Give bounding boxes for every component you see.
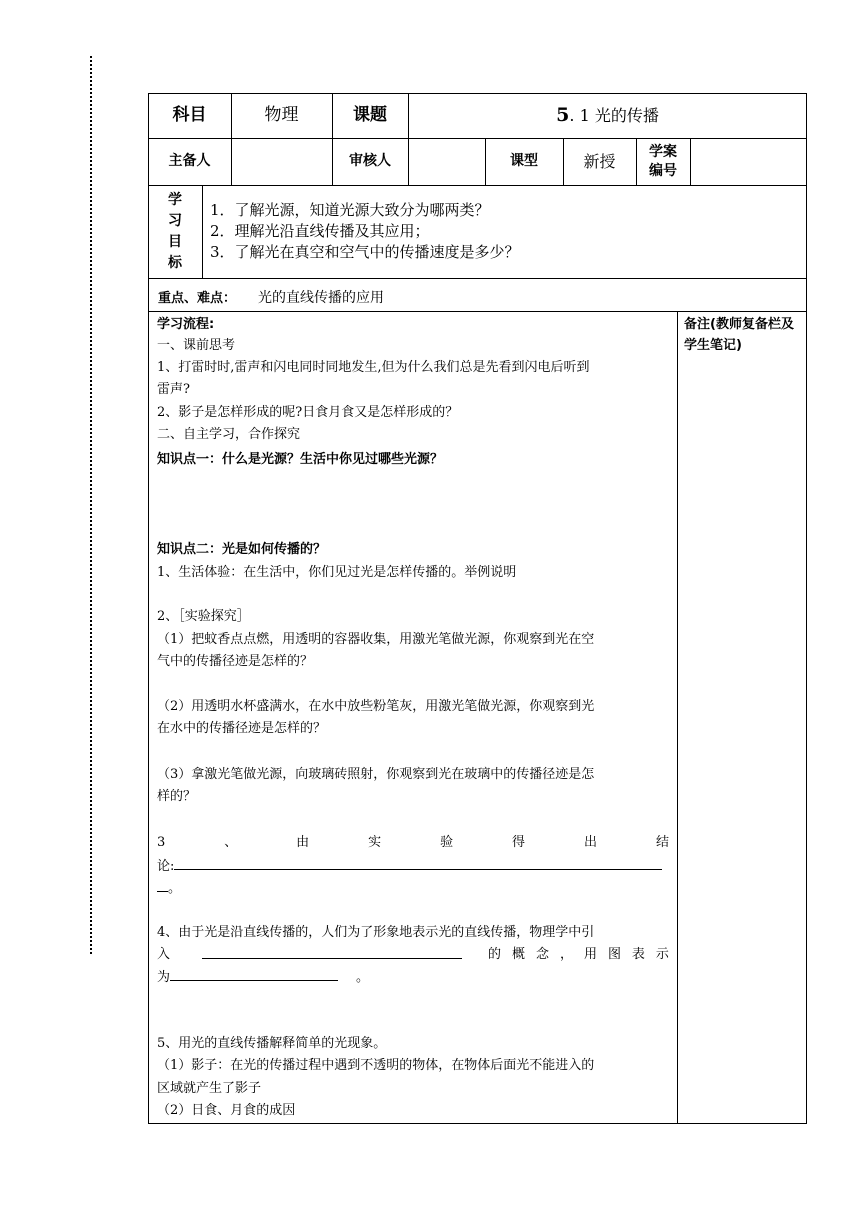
topic-number: 5 [556, 103, 570, 126]
process-title: 学习流程: [157, 317, 215, 332]
topic-title: . 1 光的传播 [569, 105, 659, 125]
reviewer-label: 审核人 [349, 152, 391, 169]
plan-number-label [636, 138, 690, 185]
plan-number-label-line2: 编号 [649, 162, 677, 179]
plan-number-value [690, 138, 807, 185]
plan-number-label-line1: 学案 [649, 143, 677, 160]
topic-value [408, 93, 807, 138]
conclusion-char: 实 [368, 835, 382, 850]
life-experience: 1、生活体验：在生活中，你们见过光是怎样传播的。举例说明 [157, 565, 517, 580]
question-line: 2、影子是怎样形成的呢?日食月食又是怎样形成的？ [157, 405, 459, 420]
question-line: 1、打雷时时,雷声和闪电同时同地发生,但为什么我们总是先看到闪电后听到 [157, 360, 590, 375]
ray-diagram-end: 。 [356, 970, 370, 985]
ray-char: 用 [583, 947, 597, 962]
ray-char: 图 [607, 947, 621, 962]
shadow-line: （1）影子：在光的传播过程中遇到不透明的物体，在物体后面光不能进入的 [157, 1058, 595, 1073]
goal-label-char: 目 [168, 233, 182, 250]
notes-column-header: 备注(教师复备栏及学生笔记) [684, 317, 794, 353]
question-line: 雷声? [157, 382, 190, 397]
conclusion-char: 出 [583, 835, 597, 850]
goal-item: 2．理解光沿直线传播及其应用； [210, 222, 430, 240]
experiment-heading: 2、［实验探究］ [157, 609, 250, 624]
key-points-label: 重点、难点： [158, 291, 237, 306]
conclusion-line [157, 832, 669, 853]
experiment-1-line: 气中的传播径迹是怎样的？ [157, 654, 314, 669]
ray-diagram-line [157, 966, 669, 988]
goal-label-char: 学 [168, 191, 182, 208]
ray-char: ， [559, 947, 573, 962]
key-points-value: 光的直线传播的应用 [258, 290, 385, 306]
experiment-3-line: 样的？ [157, 789, 197, 804]
ray-diagram-lead: 为 [157, 970, 171, 985]
ray-char: 示 [655, 947, 669, 962]
reviewer-value [408, 138, 485, 185]
table-rule [148, 278, 807, 279]
subject-value: 物理 [264, 104, 299, 125]
ray-diagram-blank[interactable] [170, 966, 338, 981]
learning-goals-label [148, 185, 202, 278]
conclusion-end: 。 [168, 881, 182, 896]
experiment-3-line: （3）拿激光笔做光源，向玻璃砖照射，你观察到光在玻璃中的传播径迹是怎 [157, 767, 595, 782]
table-rule [148, 311, 807, 312]
table-rule [677, 311, 678, 1124]
conclusion-char: 验 [440, 835, 454, 850]
conclusion-end-line [157, 877, 669, 899]
preparer-value [231, 138, 332, 185]
phenomena-heading: 5、用光的直线传播解释简单的光现象。 [157, 1036, 387, 1051]
shadow-line: 区域就产生了影子 [157, 1081, 262, 1096]
binding-margin-line [90, 56, 92, 954]
conclusion-blank[interactable] [174, 855, 662, 870]
goal-item: 3．了解光在真空和空气中的传播速度是多少？ [210, 243, 520, 261]
goal-item: 1．了解光源，知道光源大致分为哪两类？ [210, 201, 490, 219]
goal-label-char: 标 [168, 254, 182, 271]
table-rule [202, 185, 203, 278]
conclusion-char: 结 [655, 835, 669, 850]
ray-char: 概 [512, 947, 526, 962]
subject-label: 科目 [172, 104, 207, 125]
goal-label-char: 习 [168, 212, 182, 229]
section-heading: 一、课前思考 [157, 338, 236, 353]
lesson-type-value: 新授 [583, 151, 616, 171]
topic-label: 课题 [353, 104, 387, 125]
knowledge-point-1: 知识点一：什么是光源？生活中你见过哪些光源？ [157, 452, 444, 467]
ray-concept-tail [488, 944, 669, 965]
conclusion-char: 得 [512, 835, 526, 850]
experiment-1-line: （1）把蚊香点点燃，用透明的容器收集，用激光笔做光源，你观察到光在空 [157, 632, 595, 647]
conclusion-blank-line [157, 855, 669, 877]
experiment-2-line: （2）用透明水杯盛满水，在水中放些粉笔灰，用激光笔做光源，你观察到光 [157, 699, 595, 714]
ray-char: 表 [631, 947, 645, 962]
knowledge-point-2: 知识点二：光是如何传播的？ [157, 542, 327, 557]
ray-concept-line: 4、由于光是沿直线传播的，人们为了形象地表示光的直线传播，物理学中引 [157, 925, 595, 940]
conclusion-blank-end[interactable] [157, 877, 168, 892]
experiment-2-line: 在水中的传播径迹是怎样的？ [157, 721, 327, 736]
key-points-row [158, 287, 384, 307]
preparer-label: 主备人 [168, 152, 211, 169]
ray-lead: 入 [157, 947, 171, 962]
ray-char: 的 [488, 947, 502, 962]
conclusion-char: 、 [224, 835, 238, 850]
learning-goals-list [210, 200, 520, 263]
ray-concept-blank[interactable] [202, 944, 462, 959]
ray-char: 念 [535, 947, 549, 962]
table-rule [148, 185, 807, 186]
conclusion-char: 3 [157, 835, 166, 850]
lesson-type-label: 课型 [510, 152, 538, 169]
conclusion-lead: 论: [157, 859, 175, 874]
conclusion-char: 由 [296, 835, 310, 850]
section-heading: 二、自主学习，合作探究 [157, 427, 301, 442]
eclipse-line: （2）日食、月食的成因 [157, 1103, 296, 1118]
ray-concept-line [157, 944, 669, 965]
